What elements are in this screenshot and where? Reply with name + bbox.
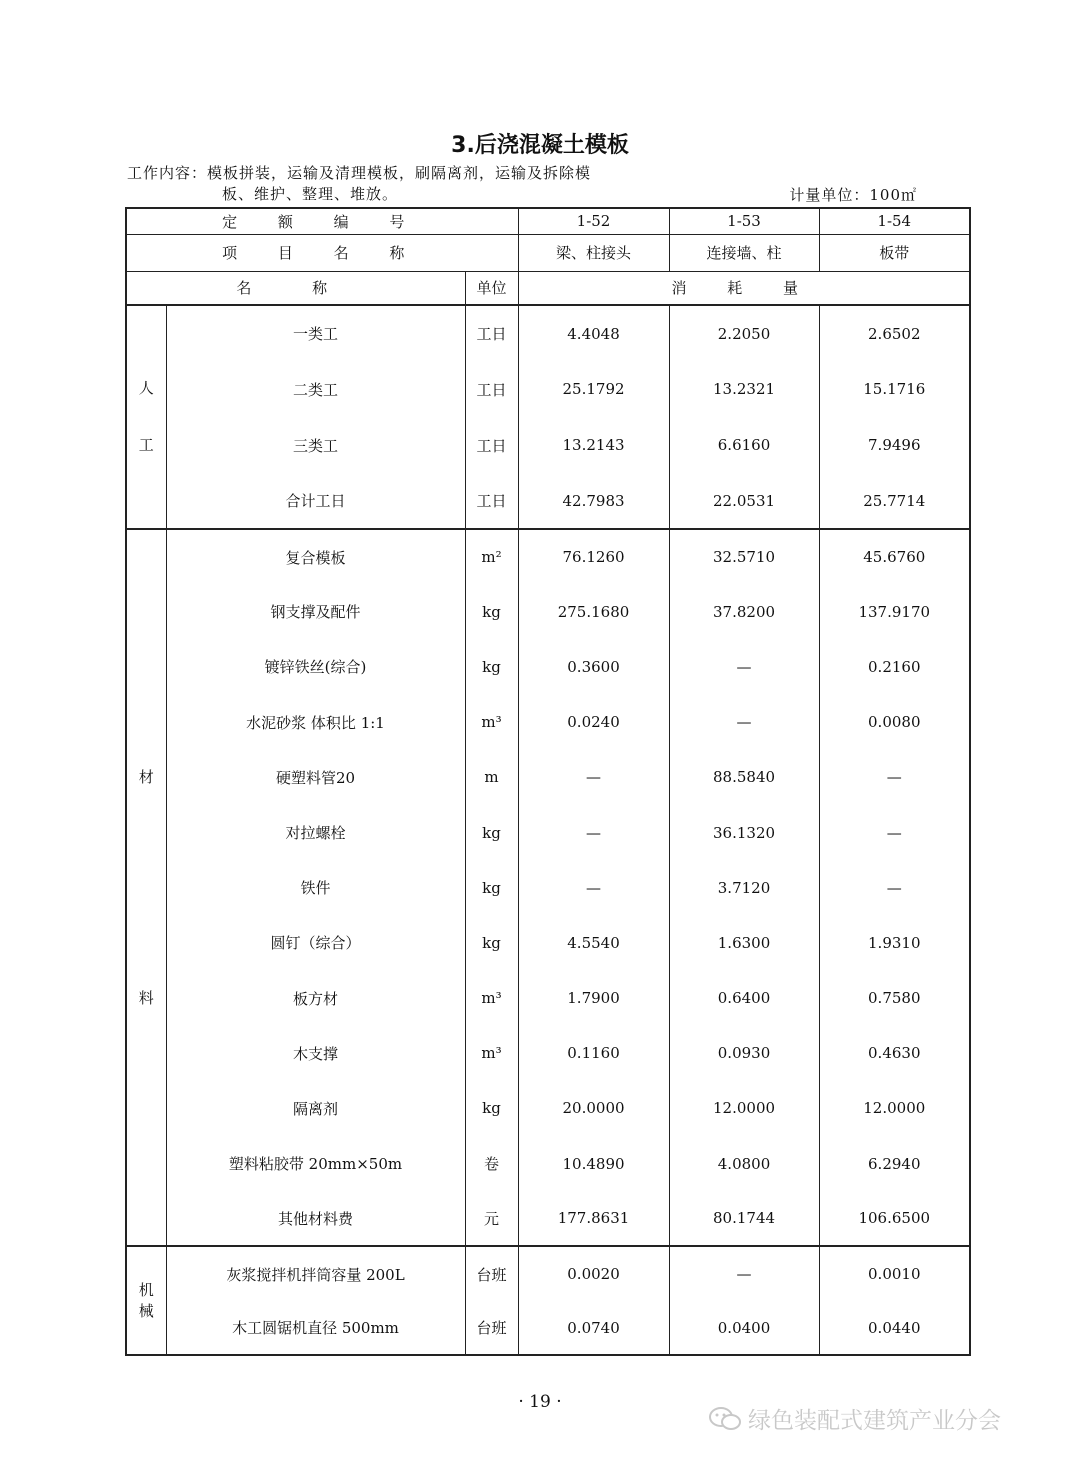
- wechat-icon: [708, 1406, 742, 1432]
- project-name-label: 项 目 名 称: [126, 234, 518, 271]
- item-unit: kg: [465, 915, 518, 970]
- value-1-53: 22.0531: [669, 473, 819, 529]
- material-row: [126, 750, 970, 805]
- value-1-53: —: [669, 695, 819, 750]
- labor-category: [126, 305, 166, 529]
- value-1-52: 0.3600: [518, 639, 669, 694]
- labor-category-bottom: 工: [138, 436, 154, 454]
- material-row: [126, 529, 970, 584]
- value-1-53: 88.5840: [669, 750, 819, 805]
- item-unit: m²: [465, 529, 518, 584]
- page-title: 3.后浇混凝土模板: [451, 133, 629, 158]
- value-1-54: 1.9310: [819, 915, 970, 970]
- value-1-52: 4.4048: [518, 305, 669, 361]
- item-unit: 元: [465, 1191, 518, 1246]
- value-1-52: 275.1680: [518, 584, 669, 639]
- material-row: [126, 584, 970, 639]
- item-unit: m³: [465, 971, 518, 1026]
- item-name: 木工圆锯机直径 500mm: [166, 1301, 465, 1356]
- item-unit: 工日: [465, 361, 518, 417]
- project-3: 板带: [819, 234, 970, 271]
- labor-row: [126, 417, 970, 473]
- item-name: 其他材料费: [166, 1191, 465, 1246]
- value-1-53: 6.6160: [669, 417, 819, 473]
- material-row: [126, 1026, 970, 1081]
- item-name: 对拉螺栓: [166, 805, 465, 860]
- value-1-54: 137.9170: [819, 584, 970, 639]
- value-1-54: —: [819, 860, 970, 915]
- material-row: [126, 639, 970, 694]
- value-1-53: 4.0800: [669, 1136, 819, 1191]
- item-unit: 工日: [465, 305, 518, 361]
- value-1-52: 177.8631: [518, 1191, 669, 1246]
- value-1-54: —: [819, 805, 970, 860]
- item-unit: 工日: [465, 417, 518, 473]
- labor-row: [126, 305, 970, 361]
- page-number: · 19 ·: [518, 1392, 562, 1412]
- value-1-52: 0.1160: [518, 1026, 669, 1081]
- value-1-52: 10.4890: [518, 1136, 669, 1191]
- item-name: 水泥砂浆 体积比 1:1: [166, 695, 465, 750]
- value-1-53: 12.0000: [669, 1081, 819, 1136]
- item-unit: kg: [465, 860, 518, 915]
- value-1-52: —: [518, 860, 669, 915]
- value-1-54: 6.2940: [819, 1136, 970, 1191]
- material-category-bottom: 料: [138, 988, 154, 1007]
- value-1-53: 32.5710: [669, 529, 819, 584]
- value-1-53: 37.8200: [669, 584, 819, 639]
- material-row: [126, 915, 970, 970]
- item-name: 一类工: [166, 305, 465, 361]
- code-1: 1-52: [518, 208, 669, 234]
- item-unit: 工日: [465, 473, 518, 529]
- project-2: 连接墙、柱: [669, 234, 819, 271]
- value-1-53: 0.0400: [669, 1301, 819, 1356]
- work-content-line1: 工作内容：模板拼装，运输及清理模板，刷隔离剂，运输及拆除模: [127, 164, 592, 182]
- value-1-53: 36.1320: [669, 805, 819, 860]
- material-row: [126, 1136, 970, 1191]
- watermark: [708, 1402, 1001, 1435]
- value-1-52: 1.7900: [518, 971, 669, 1026]
- item-unit: 台班: [465, 1301, 518, 1356]
- machine-row: [126, 1246, 970, 1301]
- quota-code-row: [126, 208, 970, 234]
- value-1-54: 0.2160: [819, 639, 970, 694]
- value-1-54: 2.6502: [819, 305, 970, 361]
- value-1-52: 25.1792: [518, 361, 669, 417]
- material-row: [126, 805, 970, 860]
- item-name: 复合模板: [166, 529, 465, 584]
- item-unit: kg: [465, 584, 518, 639]
- name-label: 名 称: [126, 271, 465, 305]
- material-row: [126, 971, 970, 1026]
- value-1-52: —: [518, 805, 669, 860]
- project-name-row: [126, 234, 970, 271]
- machine-category: [126, 1246, 166, 1355]
- item-unit: kg: [465, 639, 518, 694]
- project-1: 梁、柱接头: [518, 234, 669, 271]
- work-content-line2: 板、维护、整理、堆放。: [222, 185, 399, 203]
- quota-table: [125, 207, 971, 1356]
- watermark-text: 绿色装配式建筑产业分会: [748, 1408, 1001, 1434]
- value-1-54: 15.1716: [819, 361, 970, 417]
- material-row: [126, 1081, 970, 1136]
- item-name: 钢支撑及配件: [166, 584, 465, 639]
- item-unit: 台班: [465, 1246, 518, 1301]
- item-name: 隔离剂: [166, 1081, 465, 1136]
- material-row: [126, 695, 970, 750]
- value-1-53: 0.0930: [669, 1026, 819, 1081]
- labor-category-top: 人: [138, 379, 154, 397]
- item-name: 三类工: [166, 417, 465, 473]
- labor-row: [126, 473, 970, 529]
- material-row: [126, 860, 970, 915]
- machine-category-bottom: 械: [138, 1301, 154, 1320]
- value-1-54: 45.6760: [819, 529, 970, 584]
- machine-row: [126, 1301, 970, 1356]
- item-name: 铁件: [166, 860, 465, 915]
- code-2: 1-53: [669, 208, 819, 234]
- item-name: 板方材: [166, 971, 465, 1026]
- value-1-54: 0.0080: [819, 695, 970, 750]
- item-name: 圆钉（综合）: [166, 915, 465, 970]
- item-unit: kg: [465, 805, 518, 860]
- value-1-53: 1.6300: [669, 915, 819, 970]
- item-unit: m: [465, 750, 518, 805]
- value-1-53: —: [669, 639, 819, 694]
- item-name: 合计工日: [166, 473, 465, 529]
- value-1-52: 13.2143: [518, 417, 669, 473]
- value-1-53: —: [669, 1246, 819, 1301]
- item-name: 塑料粘胶带 20mm×50m: [166, 1136, 465, 1191]
- item-name: 灰浆搅拌机拌筒容量 200L: [166, 1246, 465, 1301]
- material-category-top: 材: [138, 767, 154, 786]
- value-1-52: —: [518, 750, 669, 805]
- item-unit: m³: [465, 695, 518, 750]
- value-1-52: 0.0240: [518, 695, 669, 750]
- consumption-label: 消 耗 量: [518, 271, 970, 305]
- value-1-54: 7.9496: [819, 417, 970, 473]
- item-unit: kg: [465, 1081, 518, 1136]
- item-name: 二类工: [166, 361, 465, 417]
- value-1-54: 12.0000: [819, 1081, 970, 1136]
- labor-row: [126, 361, 970, 417]
- value-1-54: 106.6500: [819, 1191, 970, 1246]
- item-name: 硬塑料管20: [166, 750, 465, 805]
- unit-label: 单位: [465, 271, 518, 305]
- machine-category-top: 机: [138, 1280, 154, 1299]
- value-1-53: 2.2050: [669, 305, 819, 361]
- value-1-53: 0.6400: [669, 971, 819, 1026]
- value-1-54: 25.7714: [819, 473, 970, 529]
- quota-code-label: 定 额 编 号: [126, 208, 518, 234]
- item-unit: m³: [465, 1026, 518, 1081]
- work-content: [127, 163, 591, 205]
- item-name: 镀锌铁丝(综合): [166, 639, 465, 694]
- value-1-54: 0.7580: [819, 971, 970, 1026]
- value-1-52: 0.0020: [518, 1246, 669, 1301]
- column-header-row: [126, 271, 970, 305]
- material-category: [126, 529, 166, 1246]
- value-1-53: 80.1744: [669, 1191, 819, 1246]
- value-1-53: 3.7120: [669, 860, 819, 915]
- value-1-54: 0.0440: [819, 1301, 970, 1356]
- value-1-52: 42.7983: [518, 473, 669, 529]
- value-1-52: 76.1260: [518, 529, 669, 584]
- value-1-53: 13.2321: [669, 361, 819, 417]
- item-name: 木支撑: [166, 1026, 465, 1081]
- value-1-54: 0.0010: [819, 1246, 970, 1301]
- material-row: [126, 1191, 970, 1246]
- value-1-54: 0.4630: [819, 1026, 970, 1081]
- value-1-54: —: [819, 750, 970, 805]
- item-unit: 卷: [465, 1136, 518, 1191]
- unit-note: 计量单位：100㎡: [789, 186, 917, 204]
- value-1-52: 0.0740: [518, 1301, 669, 1356]
- value-1-52: 20.0000: [518, 1081, 669, 1136]
- code-3: 1-54: [819, 208, 970, 234]
- value-1-52: 4.5540: [518, 915, 669, 970]
